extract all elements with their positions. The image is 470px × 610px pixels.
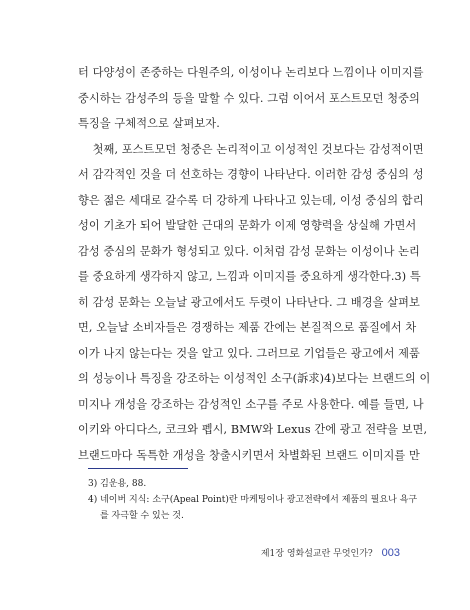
running-title: 제1장 영화설교란 무엇인가? [260, 549, 373, 559]
body-line: 의 성능이나 특징을 강조하는 이성적인 소구(訴求)4)보다는 브랜드의 이 [78, 372, 431, 385]
footnote-4-continuation: 를 자극할 수 있는 것. [100, 511, 184, 521]
body-line: 이가 나지 않는다는 것을 알고 있다. 그러므로 기업들은 광고에서 제품 [78, 346, 420, 360]
footnote-3: 3) 김운용, 88. [88, 479, 147, 489]
body-line: 성이 기초가 되어 발달한 근대의 문화가 이제 영향력을 상실해 가면서 [78, 219, 417, 232]
body-line: 면, 오늘날 소비자들은 경쟁하는 제품 간에는 본질적으로 품질에서 차 [78, 321, 417, 334]
body-line: 히 감성 문화는 오늘날 광고에서도 두렷이 나타난다. 그 배경을 살펴보 [78, 295, 420, 309]
body-line: 서 감각적인 것을 더 선호하는 경향이 나타난다. 이러한 감성 중심의 성 [78, 168, 424, 181]
body-line: 이키와 아디다스, 코크와 펩시, BMW와 Lexus 간에 광고 전략을 보면, [78, 423, 428, 436]
body-line: 중시하는 감성주의 등을 말할 수 있다. 그럼 이어서 포스트모던 청중의 [78, 91, 420, 105]
body-line: 첫째, 포스트모던 청중은 논리적이고 이성적인 것보다는 감성적이면 [78, 142, 424, 156]
body-line: 를 중요하게 생각하지 않고, 느낌과 이미지를 중요하게 생각한다.3) 특 [78, 270, 421, 283]
body-line: 미지나 개성을 강조하는 감성적인 소구를 주로 사용한다. 예를 들면, 나 [78, 397, 424, 411]
footnote-divider [88, 468, 188, 469]
body-line: 향은 젊은 세대로 갈수록 더 강하게 나타나고 있는데, 이성 중심의 합리 [78, 193, 424, 207]
body-line: 브랜드마다 독특한 개성을 창출시키면서 차별화된 브랜드 이미지를 만 [78, 448, 420, 462]
footnote-4: 4) 네이버 지식: 소구(Apeal Point)란 마케팅이나 광고전략에서 제품의 필요나 욕구 [88, 495, 418, 505]
running-footer [261, 546, 400, 559]
body-line: 감성 중심의 문화가 형성되고 있다. 이처럼 감성 문화는 이성이나 논리 [78, 244, 420, 258]
footnotes [88, 476, 418, 524]
body-line: 터 다양성이 존중하는 다원주의, 이성이나 논리보다 느낌이나 이미지를 [78, 66, 424, 79]
body-line: 특징을 구체적으로 살펴보자. [78, 117, 220, 130]
page-number: 003 [381, 547, 400, 559]
body-text [78, 60, 431, 468]
